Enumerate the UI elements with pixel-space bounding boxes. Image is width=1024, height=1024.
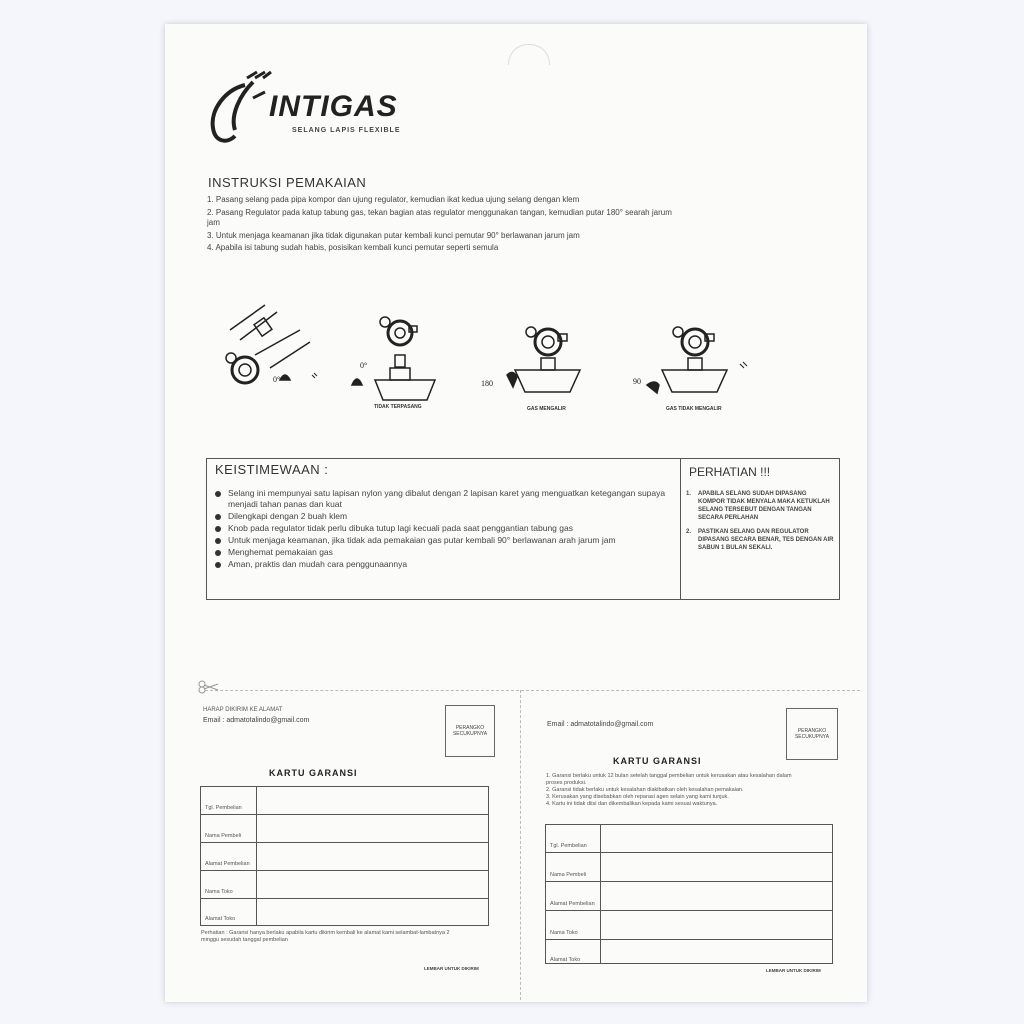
attention-item (686, 490, 834, 522)
attention-text: APABILA SELANG SUDAH DIPASANG KOMPOR TIDAK MENYALA MAKA KETUKLAH SELANG TERSEBUT DENGAN TANGAN SECARA PERLAHAN (698, 491, 830, 521)
feature-item: Selang ini mempunyai satu lapisan nylon yang dibalut dengan 2 lapisan karet yang menguatkan ketegangan supaya menjadi tahan panas dan kuat (214, 488, 680, 510)
regulator-open-icon (507, 327, 580, 392)
attention-number: 2. (686, 529, 692, 535)
attention-list (686, 490, 834, 558)
form-row[interactable] (546, 940, 832, 966)
instruction-item: 3. Untuk menjaga keamanan jika tidak digunakan putar kembali kunci pemutar 90° berlawanan jarum jam (207, 230, 580, 240)
form-label: Nama Toko (205, 889, 233, 895)
form-label: Alamat Pembelian (550, 901, 595, 907)
send-to-label: HARAP DIKIRIM KE ALAMAT (203, 707, 283, 713)
term-item: 2. Garansi tidak berlaku untuk kesalahan diakibatkan oleh kesalahan pemakaian. (546, 787, 744, 793)
form-row[interactable] (201, 843, 488, 871)
form-label: Alamat Toko (205, 916, 236, 922)
regulator-illustrations (215, 300, 755, 420)
angle-label: 180 (481, 379, 493, 388)
left-stamp-box: PERANGKO SECUKUPNYA (445, 705, 495, 757)
attention-title: PERHATIAN !!! (689, 465, 771, 479)
hose-regulator-icon (226, 305, 317, 383)
regulator-closed-icon (647, 327, 747, 393)
cut-line (205, 690, 860, 691)
form-label: Nama Pembeli (550, 872, 587, 878)
form-row[interactable] (546, 911, 832, 940)
instructions-list (207, 195, 677, 256)
features-divider (680, 458, 681, 599)
left-email: Email : admatotalindo@gmail.com (203, 717, 310, 724)
term-item: 1. Garansi berlaku untuk 12 bulan setelah tanggal pembelian untuk kerusakan atau kesalahan dalam proses produksi. (546, 773, 792, 786)
right-stamp-box: PERANGKO SECUKUPNYA (786, 708, 838, 760)
form-row[interactable] (201, 899, 488, 925)
instructions-title: INSTRUKSI PEMAKAIAN (208, 175, 367, 190)
brand-tagline: SELANG LAPIS FLEXIBLE (292, 127, 401, 134)
form-row[interactable] (201, 787, 488, 815)
left-card-note: Perhatian : Garansi hanya berlaku apabila kartu dikirim kembali ke alamat kami selambat-lambatnya 2 minggu sesudah tanggal pembelian (201, 930, 450, 943)
instruction-item: 4. Apabila isi tabung sudah habis, posisikan kembali kunci pemutar seperti semula (207, 243, 499, 252)
form-label: Nama Toko (550, 930, 578, 936)
right-warranty-form (545, 824, 833, 964)
angle-label: 0° (273, 375, 281, 384)
angle-label: 0° (360, 361, 368, 370)
feature-item: Dilengkapi dengan 2 buah klem (214, 511, 680, 522)
feature-item: Aman, praktis dan mudah cara penggunaannya (214, 559, 680, 570)
term-item: 3. Kerusakan yang disebabkan oleh reparasi agen selain yang kami tunjuk. (546, 794, 729, 800)
right-card-title: KARTU GARANSI (613, 756, 702, 766)
term-item: 4. Kartu ini tidak diisi dan dikembalikan kepada kami sesuai waktunya. (546, 801, 718, 807)
left-card-footer: LEMBAR UNTUK DIKIRIM (424, 966, 479, 971)
scissors-icon (198, 680, 220, 694)
left-warranty-form (200, 786, 489, 926)
form-row[interactable] (201, 871, 488, 899)
card-separator (520, 690, 521, 1000)
attention-item (686, 528, 834, 552)
form-row[interactable] (201, 815, 488, 843)
right-card-footer: LEMBAR UNTUK DIKIRIM (766, 968, 821, 973)
feature-item: Untuk menjaga keamanan, jika tidak ada pemakaian gas putar kembali 90° berlawanan arah jarum jam (214, 535, 680, 546)
form-row[interactable] (546, 825, 832, 853)
caption-not-mounted: TIDAK TERPASANG (374, 404, 422, 410)
features-title: KEISTIMEWAAN : (215, 462, 329, 477)
form-row[interactable] (546, 882, 832, 911)
attention-text: PASTIKAN SELANG DAN REGULATOR DIPASANG SECARA BENAR, TES DENGAN AIR SABUN 1 BULAN SEKALI. (698, 529, 834, 551)
right-email: Email : admatotalindo@gmail.com (547, 721, 654, 728)
caption-gas-flow: GAS MENGALIR (527, 406, 566, 412)
attention-number: 1. (686, 491, 692, 497)
form-label: Alamat Toko (550, 957, 581, 963)
feature-item: Knob pada regulator tidak perlu dibuka tutup lagi kecuali pada saat penggantian tabung gas (214, 523, 680, 534)
brand-name: INTIGAS (269, 90, 398, 123)
instruction-item: 1. Pasang selang pada pipa kompor dan ujung regulator, kemudian ikat kedua ujung selang dengan klem (207, 195, 580, 204)
left-card-title: KARTU GARANSI (269, 768, 358, 778)
angle-label: 90 (633, 377, 641, 386)
features-list (214, 488, 680, 571)
form-row[interactable] (546, 853, 832, 882)
regulator-unmounted-icon (352, 317, 435, 400)
instruction-item: 2. Pasang Regulator pada katup tabung gas, tekan bagian atas regulator menggunakan tangan, kemudian putar 180° searah jarum jam (207, 207, 672, 227)
form-label: Nama Pembeli (205, 833, 242, 839)
form-label: Tgl. Pembelian (550, 843, 587, 849)
caption-gas-no-flow: GAS TIDAK MENGALIR (666, 406, 722, 412)
form-label: Alamat Pembelian (205, 861, 250, 867)
right-card-terms (546, 773, 796, 808)
form-label: Tgl. Pembelian (205, 805, 242, 811)
feature-item: Menghemat pemakaian gas (214, 547, 680, 558)
